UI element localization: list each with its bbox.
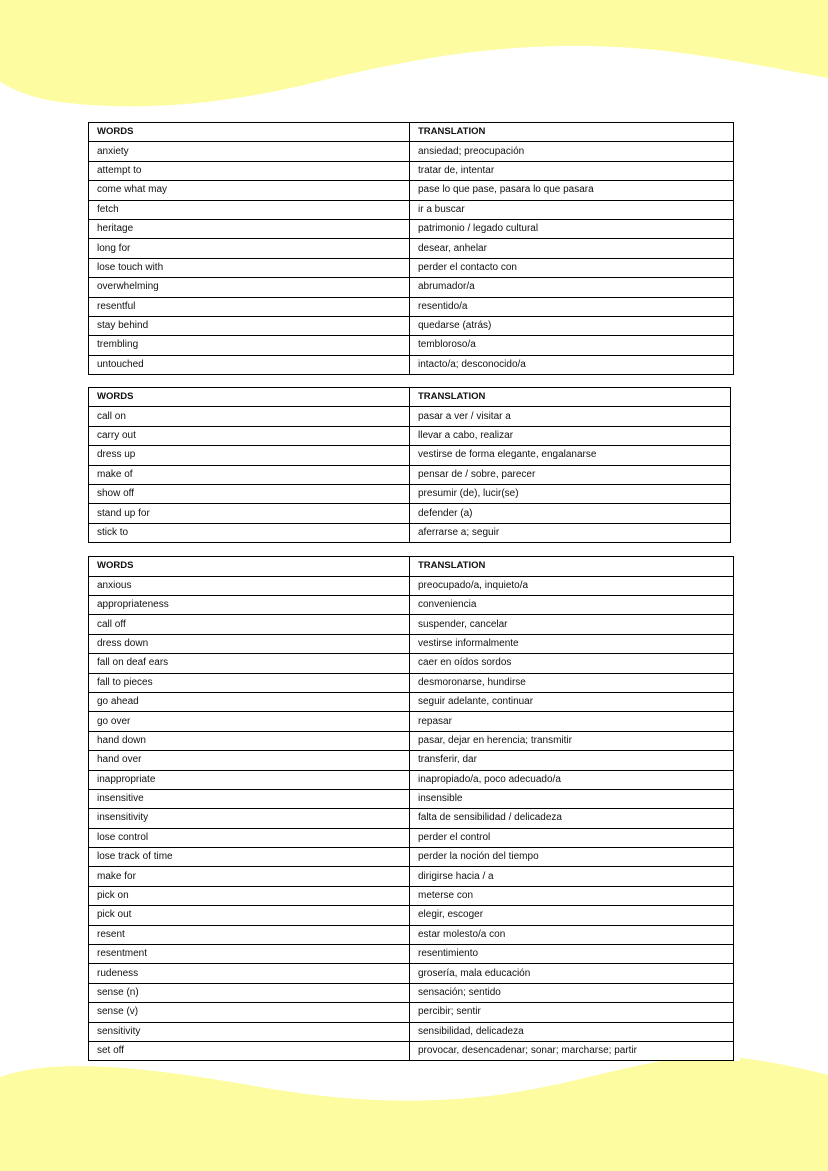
table-row [89, 595, 734, 614]
translation-cell: elegir, escoger [410, 906, 734, 925]
translation-cell: grosería, mala educación [410, 964, 734, 983]
table-row [89, 964, 734, 983]
table-row [89, 615, 734, 634]
word-cell: dress up [89, 446, 410, 465]
table-row [89, 809, 734, 828]
word-cell: inappropriate [89, 770, 410, 789]
word-cell: call off [89, 615, 410, 634]
word-cell: stick to [89, 523, 410, 542]
translation-cell: vestirse de forma elegante, engalanarse [410, 446, 731, 465]
translation-cell: perder el contacto con [410, 258, 734, 277]
translation-cell: seguir adelante, continuar [410, 692, 734, 711]
word-cell: call on [89, 407, 410, 426]
table-row [89, 336, 734, 355]
word-cell: go ahead [89, 692, 410, 711]
table-row [89, 731, 734, 750]
word-cell: fall to pieces [89, 673, 410, 692]
translation-cell: quedarse (atrás) [410, 316, 734, 335]
table-row [89, 1041, 734, 1060]
table-row [89, 1022, 734, 1041]
translation-cell: conveniencia [410, 595, 734, 614]
translation-column-header: TRANSLATION [410, 388, 731, 407]
word-cell: stand up for [89, 504, 410, 523]
word-cell: sense (n) [89, 983, 410, 1002]
translation-cell: desmoronarse, hundirse [410, 673, 734, 692]
translation-cell: aferrarse a; seguir [410, 523, 731, 542]
translation-cell: estar molesto/a con [410, 925, 734, 944]
top-wave-shape [0, 0, 828, 106]
vocabulary-sheet [82, 114, 740, 1061]
translation-cell: intacto/a; desconocido/a [410, 355, 734, 374]
translation-cell: perder la noción del tiempo [410, 848, 734, 867]
word-cell: pick on [89, 886, 410, 905]
translation-cell: vestirse informalmente [410, 634, 734, 653]
translation-column-header: TRANSLATION [410, 557, 734, 576]
word-cell: fetch [89, 200, 410, 219]
table-row [89, 465, 731, 484]
word-cell: resentment [89, 945, 410, 964]
word-cell: heritage [89, 219, 410, 238]
word-cell: hand down [89, 731, 410, 750]
translation-cell: patrimonio / legado cultural [410, 219, 734, 238]
translation-cell: caer en oídos sordos [410, 654, 734, 673]
translation-column-header: TRANSLATION [410, 123, 734, 142]
word-cell: lose control [89, 828, 410, 847]
table-row [89, 219, 734, 238]
word-cell: come what may [89, 181, 410, 200]
word-cell: go over [89, 712, 410, 731]
translation-cell: preocupado/a, inquieto/a [410, 576, 734, 595]
translation-cell: llevar a cabo, realizar [410, 426, 731, 445]
translation-cell: insensible [410, 789, 734, 808]
translation-cell: resentido/a [410, 297, 734, 316]
table-row [89, 789, 734, 808]
translation-cell: pasar a ver / visitar a [410, 407, 731, 426]
table-row [89, 181, 734, 200]
word-cell: long for [89, 239, 410, 258]
translation-cell: transferir, dar [410, 751, 734, 770]
translation-cell: dirigirse hacia / a [410, 867, 734, 886]
table-row [89, 446, 731, 465]
word-cell: untouched [89, 355, 410, 374]
table-row [89, 848, 734, 867]
translation-cell: falta de sensibilidad / delicadeza [410, 809, 734, 828]
table-row [89, 239, 734, 258]
translation-cell: tratar de, intentar [410, 161, 734, 180]
table-header-row [89, 388, 731, 407]
word-cell: anxious [89, 576, 410, 595]
table-row [89, 634, 734, 653]
table-row [89, 945, 734, 964]
words-column-header: WORDS [89, 557, 410, 576]
table-row [89, 576, 734, 595]
translation-cell: pensar de / sobre, parecer [410, 465, 731, 484]
translation-cell: tembloroso/a [410, 336, 734, 355]
word-cell: resentful [89, 297, 410, 316]
word-cell: make of [89, 465, 410, 484]
word-cell: stay behind [89, 316, 410, 335]
translation-cell: percibir; sentir [410, 1003, 734, 1022]
table-row [89, 673, 734, 692]
vocab-table-3 [88, 556, 734, 1061]
word-cell: fall on deaf ears [89, 654, 410, 673]
words-column-header: WORDS [89, 123, 410, 142]
table-row [89, 485, 731, 504]
word-cell: make for [89, 867, 410, 886]
word-cell: dress down [89, 634, 410, 653]
table-row [89, 426, 731, 445]
translation-cell: provocar, desencadenar; sonar; marcharse; partir [410, 1041, 734, 1060]
translation-cell: ansiedad; preocupación [410, 142, 734, 161]
vocab-table-1 [88, 122, 734, 375]
table-row [89, 692, 734, 711]
translation-cell: presumir (de), lucir(se) [410, 485, 731, 504]
word-cell: hand over [89, 751, 410, 770]
table-row [89, 161, 734, 180]
word-cell: sense (v) [89, 1003, 410, 1022]
table-row [89, 355, 734, 374]
translation-cell: sensibilidad, delicadeza [410, 1022, 734, 1041]
table-header-row [89, 123, 734, 142]
word-cell: overwhelming [89, 278, 410, 297]
word-cell: attempt to [89, 161, 410, 180]
table-row [89, 278, 734, 297]
table-row [89, 770, 734, 789]
bottom-wave-shape [0, 1056, 828, 1171]
table-row [89, 258, 734, 277]
word-cell: pick out [89, 906, 410, 925]
word-cell: lose track of time [89, 848, 410, 867]
word-cell: rudeness [89, 964, 410, 983]
top-wave-decoration [0, 0, 828, 120]
translation-cell: inapropiado/a, poco adecuado/a [410, 770, 734, 789]
vocab-table-2 [88, 387, 731, 543]
word-cell: anxiety [89, 142, 410, 161]
translation-cell: repasar [410, 712, 734, 731]
word-cell: carry out [89, 426, 410, 445]
table-row [89, 712, 734, 731]
table-row [89, 297, 734, 316]
word-cell: lose touch with [89, 258, 410, 277]
word-cell: sensitivity [89, 1022, 410, 1041]
words-column-header: WORDS [89, 388, 410, 407]
table-row [89, 925, 734, 944]
table-row [89, 316, 734, 335]
word-cell: insensitive [89, 789, 410, 808]
table-row [89, 504, 731, 523]
word-cell: show off [89, 485, 410, 504]
translation-cell: suspender, cancelar [410, 615, 734, 634]
table-row [89, 654, 734, 673]
table-row [89, 407, 731, 426]
word-cell: insensitivity [89, 809, 410, 828]
table-row [89, 886, 734, 905]
translation-cell: defender (a) [410, 504, 731, 523]
word-cell: resent [89, 925, 410, 944]
translation-cell: desear, anhelar [410, 239, 734, 258]
table-row [89, 200, 734, 219]
table-row [89, 523, 731, 542]
table-row [89, 867, 734, 886]
translation-cell: resentimiento [410, 945, 734, 964]
translation-cell: sensación; sentido [410, 983, 734, 1002]
word-cell: appropriateness [89, 595, 410, 614]
table-row [89, 983, 734, 1002]
table-row [89, 1003, 734, 1022]
translation-cell: ir a buscar [410, 200, 734, 219]
translation-cell: meterse con [410, 886, 734, 905]
table-row [89, 828, 734, 847]
table-header-row [89, 557, 734, 576]
word-cell: trembling [89, 336, 410, 355]
table-row [89, 906, 734, 925]
translation-cell: perder el control [410, 828, 734, 847]
translation-cell: pase lo que pase, pasara lo que pasara [410, 181, 734, 200]
table-row [89, 142, 734, 161]
translation-cell: pasar, dejar en herencia; transmitir [410, 731, 734, 750]
word-cell: set off [89, 1041, 410, 1060]
table-row [89, 751, 734, 770]
translation-cell: abrumador/a [410, 278, 734, 297]
